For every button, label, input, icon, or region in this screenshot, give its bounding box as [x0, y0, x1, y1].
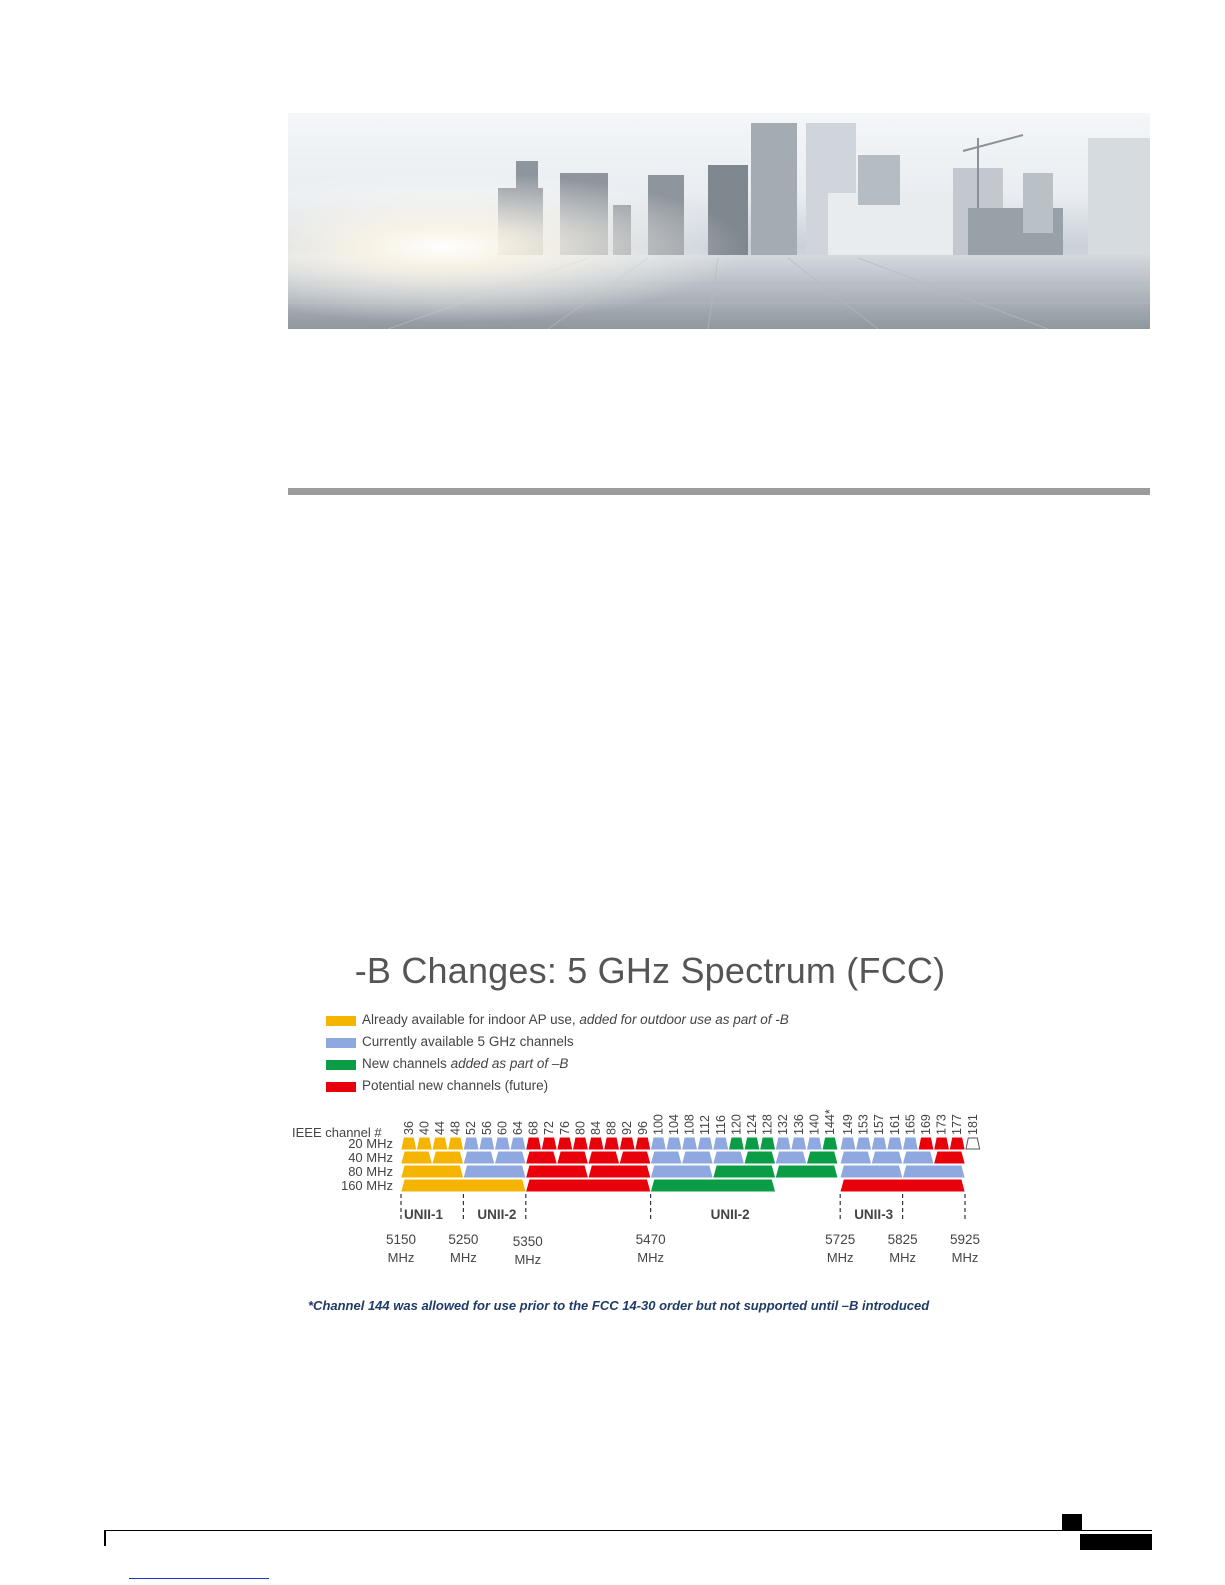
channel-number-label: 157	[872, 1114, 887, 1135]
page-number-bar	[1080, 1534, 1152, 1550]
channel-block	[511, 1138, 525, 1149]
channel-block	[574, 1138, 588, 1149]
frequency-unit: MHz	[826, 1250, 854, 1265]
footer-link-underline[interactable]	[129, 1578, 269, 1579]
channel-block	[667, 1138, 681, 1149]
channel-block	[919, 1138, 933, 1149]
channel-number-label: 68	[526, 1121, 541, 1135]
channel-block	[841, 1152, 870, 1163]
band-label: UNII-1	[404, 1207, 444, 1222]
footer-tick	[104, 1530, 106, 1546]
channel-block	[841, 1166, 901, 1177]
channel-number-label: 52	[464, 1121, 479, 1135]
channel-block	[808, 1138, 822, 1149]
channel-block	[935, 1138, 949, 1149]
channel-block	[904, 1138, 918, 1149]
channel-block	[841, 1138, 855, 1149]
channel-block	[652, 1138, 666, 1149]
legend-text: Currently available 5 GHz channels	[362, 1034, 574, 1049]
channel-number-label: 169	[919, 1114, 933, 1135]
channel-block	[605, 1138, 619, 1149]
channel-block	[402, 1138, 416, 1149]
figure-footnote: *Channel 144 was allowed for use prior to the FCC 14-30 order but not supported until –B introduced	[308, 1298, 930, 1313]
band-label: UNII-3	[854, 1207, 894, 1222]
channel-number-label: 173	[934, 1114, 949, 1135]
channel-block	[730, 1138, 744, 1149]
channel-block	[872, 1152, 901, 1163]
channel-block	[433, 1138, 447, 1149]
channel-block	[714, 1152, 743, 1163]
channel-number-label: 153	[856, 1114, 871, 1135]
frequency-unit: MHz	[450, 1250, 477, 1265]
channel-block	[464, 1152, 493, 1163]
channel-number-label: 96	[635, 1121, 650, 1135]
channel-number-label: 132	[776, 1114, 791, 1135]
channel-block	[496, 1152, 525, 1163]
frequency-value: 5150	[385, 1232, 417, 1247]
channel-block	[402, 1152, 431, 1163]
frequency-unit: MHz	[889, 1250, 916, 1265]
channel-number-label: 64	[511, 1121, 525, 1135]
channel-block	[496, 1138, 510, 1149]
channel-block	[418, 1138, 432, 1149]
channel-number-label: 76	[557, 1121, 572, 1135]
channel-number-label: 165	[903, 1114, 918, 1135]
channel-block	[808, 1152, 837, 1163]
frequency-value: 5825	[887, 1232, 918, 1247]
footer-marker	[1062, 1514, 1082, 1530]
spectrum-chart	[290, 940, 1010, 1280]
channel-block	[872, 1138, 886, 1149]
row-header-label: IEEE channel #	[292, 1125, 382, 1140]
channel-number-label: 56	[479, 1121, 494, 1135]
channel-block	[698, 1138, 712, 1149]
channel-block	[683, 1152, 712, 1163]
hero-banner-image	[288, 113, 1150, 329]
channel-block	[745, 1138, 759, 1149]
channel-block	[792, 1138, 806, 1149]
channel-block	[464, 1138, 478, 1149]
row-label: 20 MHz	[348, 1136, 393, 1151]
channel-block	[636, 1138, 650, 1149]
channel-number-label: 149	[841, 1114, 855, 1135]
channel-number-label: 72	[542, 1121, 557, 1135]
row-label: 160 MHz	[340, 1178, 393, 1193]
channel-block	[480, 1138, 494, 1149]
channel-block	[527, 1152, 556, 1163]
chapter-divider-rule	[288, 488, 1150, 495]
channel-number-label: 177	[950, 1114, 965, 1135]
channel-number-label: 128	[760, 1114, 775, 1135]
channel-block	[966, 1138, 980, 1149]
channel-block	[714, 1166, 774, 1177]
channel-number-label: 60	[495, 1121, 510, 1135]
channel-block	[950, 1138, 964, 1149]
channel-block	[888, 1138, 902, 1149]
channel-number-label: 104	[667, 1114, 681, 1135]
channel-number-label: 36	[401, 1121, 416, 1135]
channel-block	[776, 1152, 805, 1163]
legend-text: Already available for indoor AP use,	[362, 1012, 580, 1027]
skyline-illustration	[288, 113, 1150, 329]
channel-number-label: 92	[620, 1121, 635, 1135]
channel-block	[542, 1138, 556, 1149]
channel-block	[527, 1138, 541, 1149]
legend-italic: added as part of –B	[450, 1056, 569, 1071]
spectrum-figure	[290, 940, 1010, 1320]
channel-block	[935, 1152, 964, 1163]
channel-block	[904, 1152, 933, 1163]
channel-number-label: 112	[698, 1115, 713, 1135]
channel-block	[527, 1180, 650, 1191]
channel-block	[776, 1138, 790, 1149]
channel-block	[558, 1138, 572, 1149]
channel-block	[620, 1138, 634, 1149]
legend-text: Potential new channels (future)	[362, 1078, 549, 1093]
channel-block	[652, 1152, 681, 1163]
channel-number-label: 48	[448, 1121, 463, 1135]
channel-number-label: 140	[807, 1114, 822, 1135]
channel-block	[904, 1166, 964, 1177]
row-label: 80 MHz	[348, 1164, 393, 1179]
channel-number-label: 44	[433, 1121, 447, 1135]
channel-number-label: 84	[589, 1121, 603, 1135]
channel-number-label: 108	[682, 1114, 697, 1135]
frequency-unit: MHz	[637, 1250, 664, 1265]
channel-block	[776, 1166, 836, 1177]
channel-block	[857, 1138, 871, 1149]
figure-title: -B Changes: 5 GHz Spectrum (FCC)	[354, 950, 946, 991]
band-label: UNII-2	[710, 1207, 750, 1222]
legend-italic: added for outdoor use as part of -B	[579, 1012, 789, 1027]
footer-rule	[104, 1530, 1152, 1531]
channel-number-label: 144*	[823, 1109, 837, 1135]
channel-block	[652, 1166, 712, 1177]
channel-number-label: 100	[651, 1114, 666, 1135]
channel-block	[449, 1138, 463, 1149]
channel-block	[402, 1166, 462, 1177]
band-label: UNII-2	[477, 1207, 517, 1222]
frequency-unit: MHz	[387, 1250, 415, 1265]
channel-number-label: 80	[573, 1121, 588, 1135]
frequency-value: 5725	[825, 1232, 856, 1247]
channel-block	[402, 1180, 525, 1191]
frequency-unit: MHz	[514, 1252, 542, 1267]
row-label: 40 MHz	[348, 1150, 393, 1165]
channel-block	[745, 1152, 774, 1163]
channel-block	[589, 1152, 618, 1163]
frequency-value: 5250	[448, 1232, 479, 1247]
frequency-value: 5350	[512, 1234, 543, 1249]
channel-block	[433, 1152, 462, 1163]
channel-block	[841, 1180, 964, 1191]
legend-text: New channels	[362, 1056, 451, 1071]
channel-block	[558, 1152, 587, 1163]
channel-block	[589, 1166, 649, 1177]
channel-number-label: 40	[417, 1121, 432, 1135]
channel-block	[714, 1138, 728, 1149]
channel-block	[589, 1138, 603, 1149]
channel-number-label: 88	[604, 1121, 619, 1135]
channel-block	[527, 1166, 587, 1177]
channel-block	[464, 1166, 524, 1177]
channel-block	[683, 1138, 697, 1149]
channel-number-label: 181	[965, 1114, 980, 1135]
channel-block	[652, 1180, 775, 1191]
channel-number-label: 136	[791, 1114, 806, 1135]
channel-number-label: 120	[729, 1114, 744, 1135]
channel-block	[620, 1152, 649, 1163]
channel-number-label: 116	[713, 1115, 728, 1135]
channel-block	[761, 1138, 775, 1149]
channel-number-label: 161	[887, 1114, 902, 1135]
channel-block	[823, 1138, 837, 1149]
frequency-value: 5925	[949, 1232, 981, 1247]
channel-number-label: 124	[745, 1114, 759, 1135]
frequency-value: 5470	[635, 1232, 666, 1247]
frequency-unit: MHz	[951, 1250, 979, 1265]
